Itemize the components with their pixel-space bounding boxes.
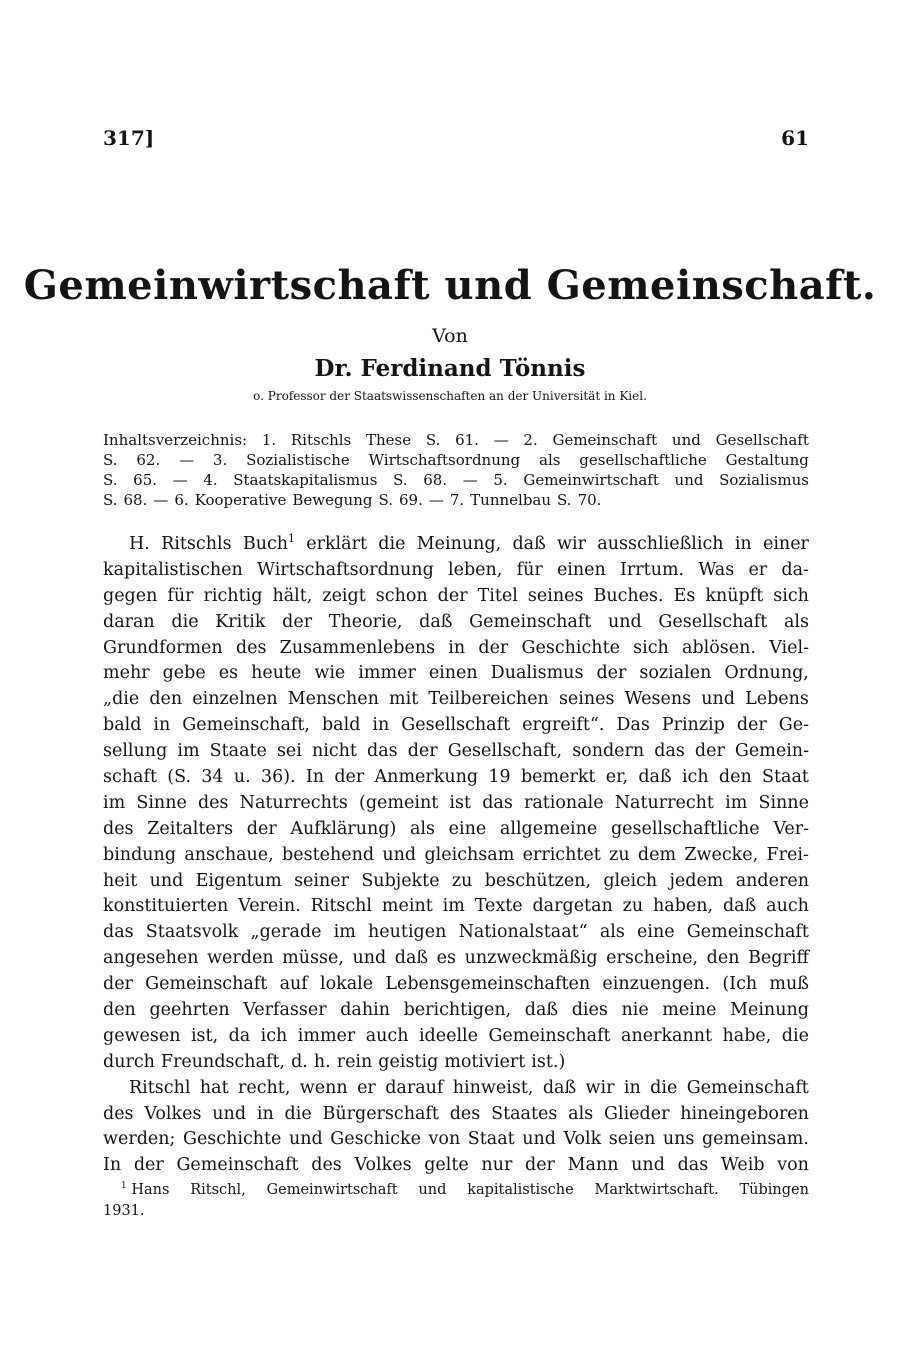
table-of-contents	[103, 430, 809, 510]
text-line: bald in Gemeinschaft, bald in Gesellschaft ergreift“. Das Prinzip der Ge-	[103, 715, 809, 736]
text-line: schaft (S. 34 u. 36). In der Anmerkung 19 bemerkt er, daß ich den Staat	[103, 767, 809, 788]
byline: Von	[432, 325, 468, 347]
text-line: angesehen werden müsse, und daß es unzweckmäßig erscheine, den Begriff	[103, 948, 809, 969]
author-name: Dr. Ferdinand Tönnis	[314, 355, 586, 382]
text-line: mehr gebe es heute wie immer einen Dualismus der sozialen Ordnung,	[103, 663, 809, 684]
toc-line: S. 65. — 4. Staatskapitalismus S. 68. — 5. Gemeinwirtschaft und Sozialismus	[103, 471, 809, 489]
toc-line: S. 62. — 3. Sozialistische Wirtschaftsordnung als gesellschaftliche Gestaltung	[103, 451, 809, 469]
text-line: des Zeitalters der Aufklärung) als eine allgemeine gesellschaftliche Ver-	[103, 818, 809, 839]
text-line: gewesen ist, da ich immer auch ideelle Gemeinschaft anerkannt habe, die	[103, 1025, 809, 1046]
text-line: des Volkes und in die Bürgerschaft des Staates als Glieder hineingeboren	[103, 1103, 809, 1124]
text-line: kapitalistischen Wirtschaftsordnung leben, für einen Irrtum. Was er da-	[103, 559, 809, 580]
text-line: sellung im Staate sei nicht das der Gesellschaft, sondern das der Gemein-	[103, 741, 809, 762]
page-number: 61	[781, 126, 809, 150]
footnote	[103, 1180, 809, 1222]
footnote-marker: 1	[121, 1181, 127, 1192]
text-line: In der Gemeinschaft des Volkes gelte nur der Mann und das Weib von	[103, 1155, 809, 1176]
text-line: Ritschl hat recht, wenn er darauf hinweist, daß wir in die Gemeinschaft	[129, 1077, 809, 1098]
text-line: der Gemeinschaft auf lokale Lebensgemeinschaften einzuengen. (Ich muß	[103, 974, 809, 995]
footnote-reference: 1	[288, 532, 295, 546]
text-line: Grundformen des Zusammenlebens in der Geschichte sich ablösen. Viel-	[103, 637, 809, 658]
text-line: bindung anschaue, bestehend und gleichsam errichtet zu dem Zwecke, Frei-	[103, 844, 809, 865]
footnote-line: 1931.	[103, 1203, 145, 1219]
article-title: Gemeinwirtschaft und Gemeinschaft.	[23, 262, 877, 309]
text-line: das Staatsvolk „gerade im heutigen Nationalstaat“ als eine Gemeinschaft	[103, 922, 809, 943]
text-line: konstituierten Verein. Ritschl meint im Texte dargetan zu haben, daß auch	[103, 896, 809, 917]
body-text	[103, 532, 809, 1179]
running-header	[103, 126, 809, 150]
text-line: werden; Geschichte und Geschicke von Staat und Volk seien uns gemeinsam.	[103, 1129, 809, 1150]
footnote-line: $^1$ Hans Ritschl, Gemeinwirtschaft und kapitalistische Marktwirtschaft. Tübingen	[121, 1181, 809, 1198]
text-line: daran die Kritik der Theorie, daß Gemeinschaft und Gesellschaft als	[103, 611, 809, 632]
toc-line: Inhaltsverzeichnis: 1. Ritschls These S. 61. — 2. Gemeinschaft und Gesellschaft	[103, 431, 809, 449]
text-line: H. Ritschls Buch$^1$ erklärt die Meinung, daß wir ausschließlich in einer	[129, 532, 809, 554]
toc-line: S. 68. — 6. Kooperative Bewegung S. 69. — 7. Tunnelbau S. 70.	[103, 491, 602, 509]
page-range: 317]	[103, 126, 155, 150]
text-line: heit und Eigentum seiner Subjekte zu beschützen, gleich jedem anderen	[103, 870, 809, 891]
text-line: den geehrten Verfasser dahin berichtigen, daß dies nie meine Meinung	[103, 1000, 809, 1021]
text-line: im Sinne des Naturrechts (gemeint ist das rationale Naturrecht im Sinne	[103, 792, 809, 813]
text-line: durch Freundschaft, d. h. rein geistig motiviert ist.)	[103, 1051, 566, 1072]
text-line: gegen für richtig hält, zeigt schon der Titel seines Buches. Es knüpft sich	[103, 585, 809, 606]
author-affiliation: o. Professor der Staatswissenschaften an der Universität in Kiel.	[253, 389, 647, 403]
text-line: „die den einzelnen Menschen mit Teilbereichen seines Wesens und Lebens	[103, 689, 809, 710]
